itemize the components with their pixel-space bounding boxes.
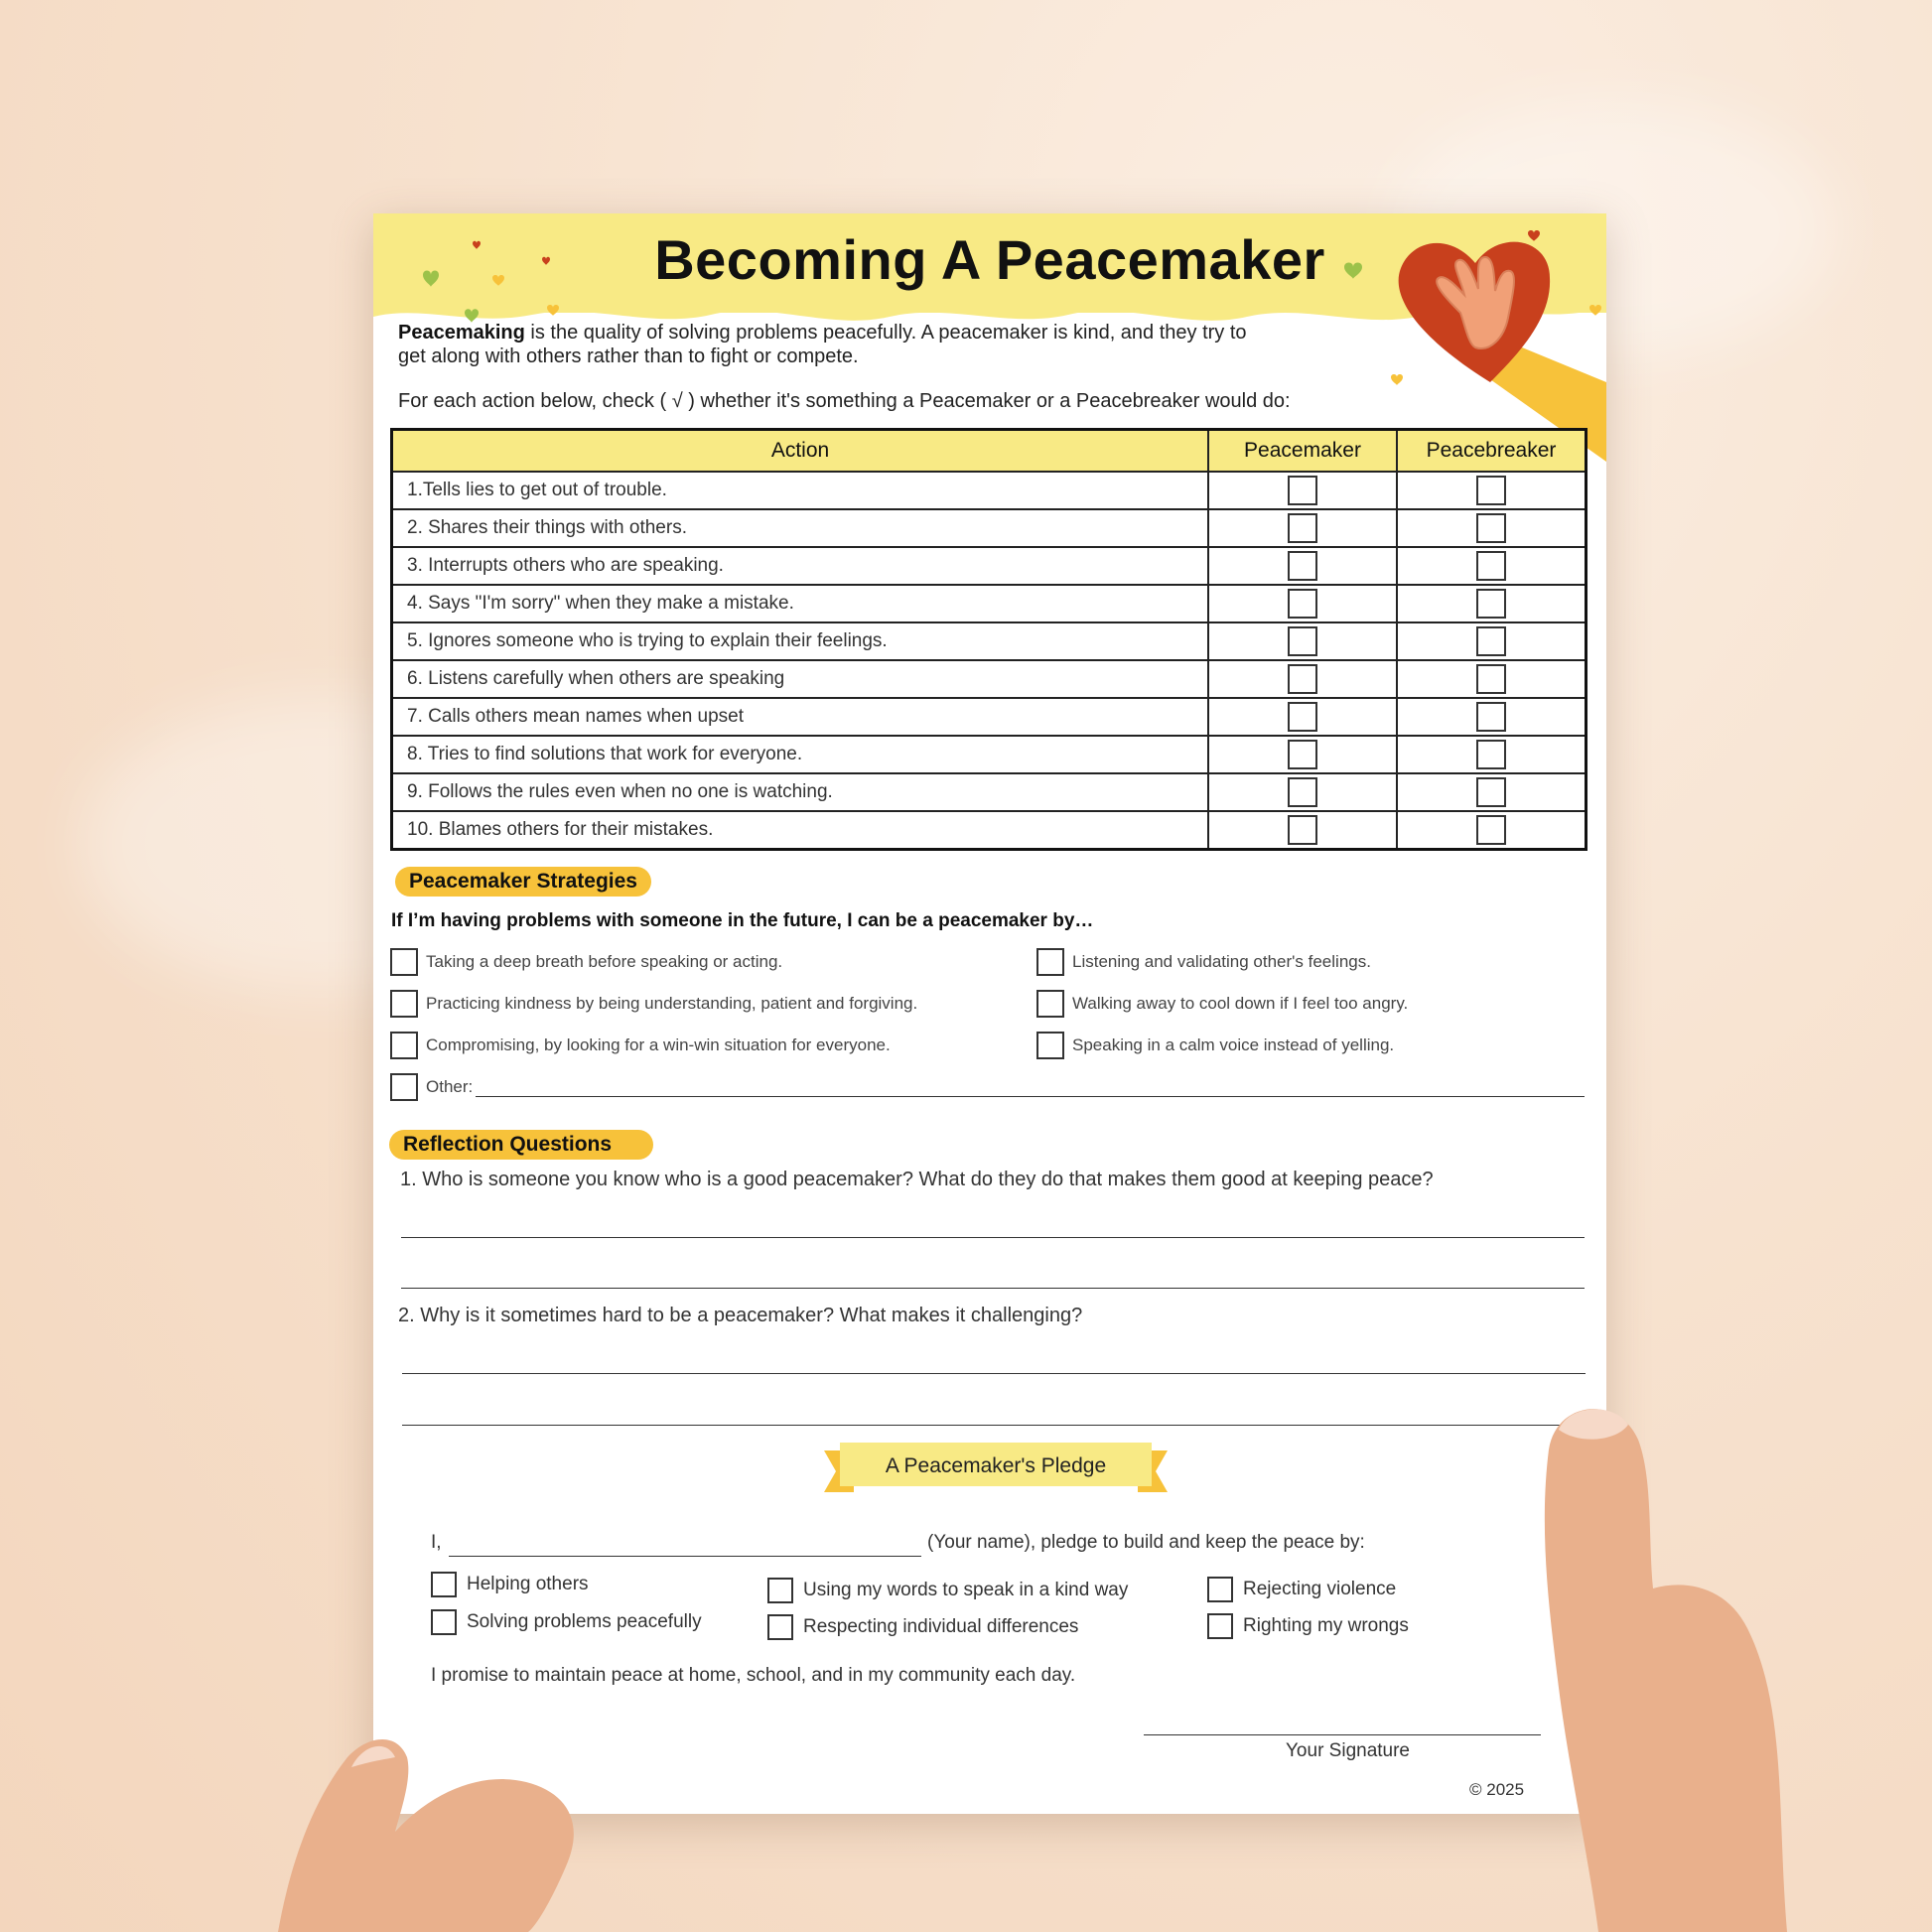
pledge-heading: A Peacemaker's Pledge [885, 1454, 1107, 1477]
peacemaker-checkbox[interactable] [1288, 626, 1317, 656]
action-text: 3. Interrupts others who are speaking. [393, 547, 1208, 585]
pledge-item[interactable] [767, 1578, 1128, 1603]
strategy-item[interactable] [1036, 948, 1371, 976]
action-text: 9. Follows the rules even when no one is watching. [393, 773, 1208, 811]
left-hand [268, 1727, 685, 1932]
reflection-question-1: 1. Who is someone you know who is a good peacemaker? What do they do that makes them good at keeping peace? [400, 1169, 1434, 1190]
peacemaker-checkbox[interactable] [1288, 815, 1317, 845]
peacemaker-checkbox-cell [1208, 698, 1397, 736]
pledge-checkbox[interactable] [431, 1572, 457, 1597]
peacebreaker-checkbox[interactable] [1476, 551, 1506, 581]
strategies-prompt: If I’m having problems with someone in the future, I can be a peacemaker by… [391, 910, 1094, 931]
peacebreaker-checkbox-cell [1397, 773, 1585, 811]
peacemaker-checkbox[interactable] [1288, 664, 1317, 694]
table-row [393, 811, 1585, 848]
peacebreaker-checkbox[interactable] [1476, 664, 1506, 694]
peacebreaker-checkbox[interactable] [1476, 740, 1506, 769]
peacebreaker-checkbox[interactable] [1476, 476, 1506, 505]
signature-label: Your Signature [1286, 1740, 1411, 1761]
strategy-item[interactable] [1036, 1032, 1394, 1059]
column-header-peacebreaker: Peacebreaker [1397, 431, 1585, 472]
table-row [393, 509, 1585, 547]
pledge-checkbox[interactable] [1207, 1577, 1233, 1602]
intro-paragraph [398, 321, 1351, 368]
pledge-item[interactable] [431, 1572, 589, 1597]
action-text: 8. Tries to find solutions that work for everyone. [393, 736, 1208, 773]
right-hand [1529, 1390, 1932, 1932]
answer-line[interactable] [401, 1288, 1585, 1289]
copyright-text: © 2025 [1469, 1780, 1525, 1799]
action-text: 5. Ignores someone who is trying to explain their feelings. [393, 622, 1208, 660]
peacebreaker-checkbox[interactable] [1476, 702, 1506, 732]
other-checkbox[interactable] [390, 1073, 418, 1101]
peacemaker-checkbox[interactable] [1288, 777, 1317, 807]
intro-term: Peacemaking [398, 322, 525, 344]
pledge-checkbox[interactable] [1207, 1613, 1233, 1639]
action-text: 2. Shares their things with others. [393, 509, 1208, 547]
column-header-peacemaker: Peacemaker [1208, 431, 1397, 472]
action-text: 7. Calls others mean names when upset [393, 698, 1208, 736]
pledge-label: Rejecting violence [1243, 1579, 1397, 1599]
pledge-checkbox[interactable] [767, 1578, 793, 1603]
peacemaker-checkbox[interactable] [1288, 476, 1317, 505]
peacemaker-checkbox-cell [1208, 585, 1397, 622]
other-write-line[interactable] [476, 1096, 1585, 1097]
peacebreaker-checkbox[interactable] [1476, 626, 1506, 656]
pledge-label: Respecting individual differences [803, 1616, 1079, 1637]
table-row [393, 698, 1585, 736]
strategy-item[interactable] [390, 1032, 891, 1059]
peacebreaker-checkbox[interactable] [1476, 589, 1506, 619]
pledge-item[interactable] [767, 1614, 1078, 1640]
peacemaker-checkbox-cell [1208, 773, 1397, 811]
peacebreaker-checkbox-cell [1397, 698, 1585, 736]
strategies-heading: Peacemaker Strategies [395, 867, 651, 897]
action-text: 10. Blames others for their mistakes. [393, 811, 1208, 848]
peacemaker-checkbox-cell [1208, 736, 1397, 773]
peacemaker-checkbox[interactable] [1288, 551, 1317, 581]
pledge-intro [431, 1532, 442, 1554]
action-text: 1.Tells lies to get out of trouble. [393, 472, 1208, 509]
peacebreaker-checkbox[interactable] [1476, 513, 1506, 543]
peacebreaker-checkbox[interactable] [1476, 777, 1506, 807]
table-row [393, 585, 1585, 622]
other-label: Other: [426, 1077, 474, 1096]
pledge-label: Righting my wrongs [1243, 1615, 1409, 1636]
pledge-item[interactable] [431, 1609, 702, 1635]
pledge-item[interactable] [1207, 1577, 1396, 1602]
pledge-name-suffix: (Your name), pledge to build and keep the peace by: [927, 1532, 1365, 1553]
answer-line[interactable] [401, 1237, 1585, 1238]
confetti-decoration [413, 233, 612, 323]
signature-line[interactable] [1144, 1734, 1541, 1735]
strategy-checkbox[interactable] [390, 1032, 418, 1059]
table-row [393, 660, 1585, 698]
strategy-label: Walking away to cool down if I feel too angry. [1072, 994, 1409, 1013]
pledge-label: Solving problems peacefully [467, 1611, 702, 1632]
strategy-label: Practicing kindness by being understanding, patient and forgiving. [426, 994, 918, 1013]
peacebreaker-checkbox-cell [1397, 547, 1585, 585]
action-text: 6. Listens carefully when others are speaking [393, 660, 1208, 698]
peacebreaker-checkbox-cell [1397, 472, 1585, 509]
peacemaker-checkbox[interactable] [1288, 740, 1317, 769]
strategy-checkbox[interactable] [1036, 948, 1064, 976]
strategy-checkbox[interactable] [390, 990, 418, 1018]
action-table [390, 428, 1587, 851]
table-row [393, 773, 1585, 811]
worksheet-page [373, 213, 1606, 1814]
page-title: Becoming A Peacemaker [654, 228, 1325, 291]
name-write-line[interactable] [449, 1556, 921, 1557]
strategy-label: Taking a deep breath before speaking or acting. [426, 952, 783, 971]
peacemaker-checkbox-cell [1208, 811, 1397, 848]
peacemaker-checkbox[interactable] [1288, 513, 1317, 543]
peacemaker-checkbox-cell [1208, 622, 1397, 660]
peacemaker-checkbox[interactable] [1288, 702, 1317, 732]
peacemaker-checkbox-cell [1208, 660, 1397, 698]
strategy-other[interactable] [390, 1073, 473, 1101]
pledge-label: Helping others [467, 1574, 589, 1594]
peacebreaker-checkbox-cell [1397, 509, 1585, 547]
instruction-text: For each action below, check ( √ ) whether it's something a Peacemaker or a Peacebreaker would do: [398, 390, 1291, 412]
peacemaker-checkbox[interactable] [1288, 589, 1317, 619]
strategy-item[interactable] [1036, 990, 1408, 1018]
reflection-question-2: 2. Why is it sometimes hard to be a peacemaker? What makes it challenging? [398, 1305, 1083, 1326]
peacebreaker-checkbox-cell [1397, 660, 1585, 698]
answer-line[interactable] [402, 1373, 1586, 1374]
pledge-i-label: I, [431, 1532, 442, 1553]
pledge-item[interactable] [1207, 1613, 1409, 1639]
column-header-action: Action [393, 431, 1208, 472]
table-row [393, 736, 1585, 773]
table-row [393, 622, 1585, 660]
strategy-label: Listening and validating other's feelings. [1072, 952, 1371, 971]
table-row [393, 472, 1585, 509]
strategy-checkbox[interactable] [1036, 1032, 1064, 1059]
action-text: 4. Says "I'm sorry" when they make a mistake. [393, 585, 1208, 622]
strategy-label: Compromising, by looking for a win-win situation for everyone. [426, 1035, 891, 1054]
peacemaker-checkbox-cell [1208, 547, 1397, 585]
peacemaker-checkbox-cell [1208, 472, 1397, 509]
peacebreaker-checkbox[interactable] [1476, 815, 1506, 845]
reflection-heading: Reflection Questions [389, 1130, 653, 1160]
intro-text-2: get along with others rather than to fight or compete. [398, 345, 859, 367]
confetti-decoration [1336, 253, 1376, 293]
strategy-item[interactable] [390, 990, 917, 1018]
peacebreaker-checkbox-cell [1397, 736, 1585, 773]
peacebreaker-checkbox-cell [1397, 811, 1585, 848]
answer-line[interactable] [402, 1425, 1586, 1426]
table-header-row [393, 431, 1585, 472]
pledge-label: Using my words to speak in a kind way [803, 1580, 1129, 1600]
pledge-promise: I promise to maintain peace at home, school, and in my community each day. [431, 1665, 1076, 1686]
table-row [393, 547, 1585, 585]
intro-text: is the quality of solving problems peacefully. A peacemaker is kind, and they try to [524, 322, 1247, 344]
strategy-checkbox[interactable] [1036, 990, 1064, 1018]
strategy-item[interactable] [390, 948, 782, 976]
strategy-label: Speaking in a calm voice instead of yelling. [1072, 1035, 1395, 1054]
strategy-checkbox[interactable] [390, 948, 418, 976]
pledge-checkbox[interactable] [431, 1609, 457, 1635]
peacemaker-checkbox-cell [1208, 509, 1397, 547]
peacebreaker-checkbox-cell [1397, 585, 1585, 622]
pledge-checkbox[interactable] [767, 1614, 793, 1640]
peacebreaker-checkbox-cell [1397, 622, 1585, 660]
